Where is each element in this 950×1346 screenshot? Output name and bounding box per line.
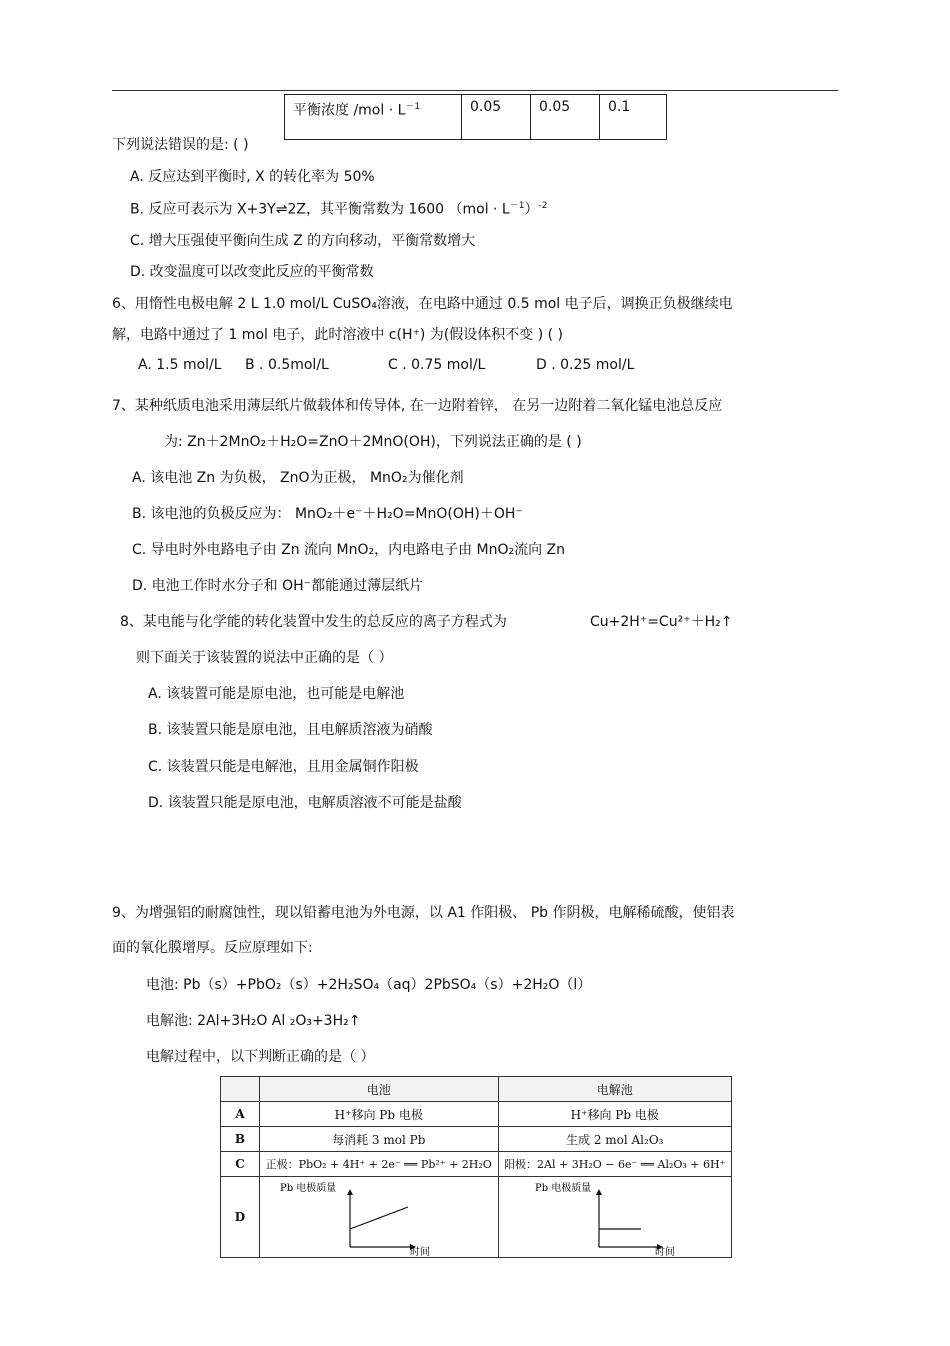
electrolysis-cell: H⁺移向 Pb 电极 bbox=[498, 1102, 732, 1127]
eq-label-cell bbox=[285, 95, 462, 140]
answer-header-row bbox=[221, 1077, 732, 1102]
q5-option-b-close: ） bbox=[524, 201, 539, 218]
q9-line1: 9、为增强铝的耐腐蚀性，现以铅蓄电池为外电源，以 A1 作阳极、 Pb 作阴极，电解稀硫酸，使铝表 bbox=[112, 905, 735, 921]
q5-option-c: C. 增大压强使平衡向生成 Z 的方向移动，平衡常数增大 bbox=[130, 233, 476, 249]
row-label: B bbox=[221, 1127, 260, 1152]
q7-line1: 7、某种纸质电池采用薄层纸片做载体和传导体, 在一边附着锌， 在另一边附着二氧化锰电池总反应 bbox=[112, 398, 723, 414]
q7-option-b: B. 该电池的负极反应为： MnO₂＋e⁻＋H₂O=MnO(OH)＋OH⁻ bbox=[132, 506, 523, 522]
x-axis-label: 时间 bbox=[410, 1247, 430, 1257]
q8-line1: 8、某电能与化学能的转化装置中发生的总反应的离子方程式为 bbox=[120, 614, 507, 630]
q6-option-a: A. 1.5 mol/L bbox=[138, 357, 222, 373]
q5-option-d: D. 改变温度可以改变此反应的平衡常数 bbox=[130, 264, 374, 280]
answer-row-b bbox=[221, 1127, 732, 1152]
battery-cell: 每消耗 3 mol Pb bbox=[260, 1127, 499, 1152]
eq-label-sup: －1 bbox=[405, 102, 421, 112]
q8-option-d: D. 该装置只能是原电池，电解质溶液不可能是盐酸 bbox=[148, 795, 462, 811]
q6-option-d: D . 0.25 mol/L bbox=[536, 357, 635, 373]
eq-value-x: 0.05 bbox=[462, 95, 531, 140]
q9-electrolysis-equation: 电解池: 2Al+3H₂O Al ₂O₃+3H₂↑ bbox=[146, 1013, 361, 1029]
q5-option-b bbox=[130, 198, 547, 219]
electrolysis-mass-graph bbox=[499, 1177, 735, 1257]
eq-value-y: 0.05 bbox=[531, 95, 600, 140]
q5-option-b-sup2: -2 bbox=[538, 201, 548, 211]
q7-line2: 为: Zn＋2MnO₂＋H₂O=ZnO＋2MnO(OH)，下列说法正确的是 ( ) bbox=[164, 434, 582, 450]
x-axis-label: 时间 bbox=[654, 1247, 675, 1257]
y-axis-arrow bbox=[347, 1189, 353, 1195]
q9-question: 电解过程中，以下判断正确的是（ ） bbox=[146, 1049, 375, 1065]
answer-table bbox=[220, 1076, 732, 1258]
eq-label: 平衡浓度 /mol · L bbox=[293, 102, 406, 119]
q8-equation: Cu+2H⁺=Cu²⁺＋H₂↑ bbox=[590, 614, 733, 630]
row-label: D bbox=[221, 1177, 260, 1258]
header-electrolysis: 电解池 bbox=[498, 1077, 732, 1102]
eq-value-z: 0.1 bbox=[600, 95, 667, 140]
electrolysis-cell: 阳极：2Al + 3H₂O − 6e⁻ ══ Al₂O₃ + 6H⁺ bbox=[498, 1152, 732, 1177]
battery-mass-graph bbox=[260, 1177, 496, 1257]
increasing-mass-line bbox=[350, 1207, 408, 1229]
q6-line2: 解，电路中通过了 1 mol 电子，此时溶液中 c(H⁺) 为(假设体积不变 ) ( ) bbox=[112, 327, 563, 343]
q5-option-a: A. 反应达到平衡时, X 的转化率为 50% bbox=[130, 169, 375, 185]
electrolysis-cell: 生成 2 mol Al₂O₃ bbox=[498, 1127, 732, 1152]
q9-battery-equation: 电池: Pb（s）+PbO₂（s）+2H₂SO₄（aq）2PbSO₄（s）+2H₂O（l） bbox=[146, 977, 592, 993]
header-rule bbox=[112, 90, 838, 91]
row-label: A bbox=[221, 1102, 260, 1127]
q7-option-a: A. 该电池 Zn 为负极， ZnO为正极， MnO₂为催化剂 bbox=[132, 470, 464, 486]
q6-line1: 6、用惰性电极电解 2 L 1.0 mol/L CuSO₄溶液，在电路中通过 0.5 mol 电子后，调换正负极继续电 bbox=[112, 296, 733, 312]
header-blank bbox=[221, 1077, 260, 1102]
q7-option-d: D. 电池工作时水分子和 OH⁻都能通过薄层纸片 bbox=[132, 578, 424, 594]
q8-option-b: B. 该装置只能是原电池，且电解质溶液为硝酸 bbox=[148, 722, 433, 738]
y-axis-label: Pb 电极质量 bbox=[534, 1183, 591, 1194]
battery-cell: 正极：PbO₂ + 4H⁺ + 2e⁻ ══ Pb²⁺ + 2H₂O bbox=[260, 1152, 499, 1177]
q6-option-c: C . 0.75 mol/L bbox=[388, 357, 486, 373]
row-label: C bbox=[221, 1152, 260, 1177]
battery-graph-cell bbox=[260, 1177, 499, 1258]
q7-option-c: C. 导电时外电路电子由 Zn 流向 MnO₂，内电路电子由 MnO₂流向 Zn bbox=[132, 542, 566, 558]
q5-option-b-sup1: －1 bbox=[509, 201, 525, 211]
answer-row-d bbox=[221, 1177, 732, 1258]
equilibrium-table bbox=[284, 94, 667, 140]
answer-row-a bbox=[221, 1102, 732, 1127]
y-axis-label: Pb 电极质量 bbox=[280, 1183, 337, 1194]
q5-option-b-text: B. 反应可表示为 X+3Y⇌2Z，其平衡常数为 1600 （mol · L bbox=[130, 201, 510, 218]
header-battery: 电池 bbox=[260, 1077, 499, 1102]
q6-option-b: B . 0.5mol/L bbox=[245, 357, 329, 373]
q8-option-a: A. 该装置可能是原电池，也可能是电解池 bbox=[148, 686, 405, 702]
q9-line2: 面的氧化膜增厚。反应原理如下: bbox=[112, 940, 313, 956]
q8-line2: 则下面关于该装置的说法中正确的是（ ） bbox=[136, 650, 393, 666]
answer-row-c bbox=[221, 1152, 732, 1177]
q5-stem: 下列说法错误的是: ( ) bbox=[112, 137, 249, 153]
y-axis-arrow bbox=[596, 1189, 602, 1195]
electrolysis-graph-cell bbox=[498, 1177, 732, 1258]
battery-cell: H⁺移向 Pb 电极 bbox=[260, 1102, 499, 1127]
q8-option-c: C. 该装置只能是电解池，且用金属铜作阳极 bbox=[148, 759, 419, 775]
